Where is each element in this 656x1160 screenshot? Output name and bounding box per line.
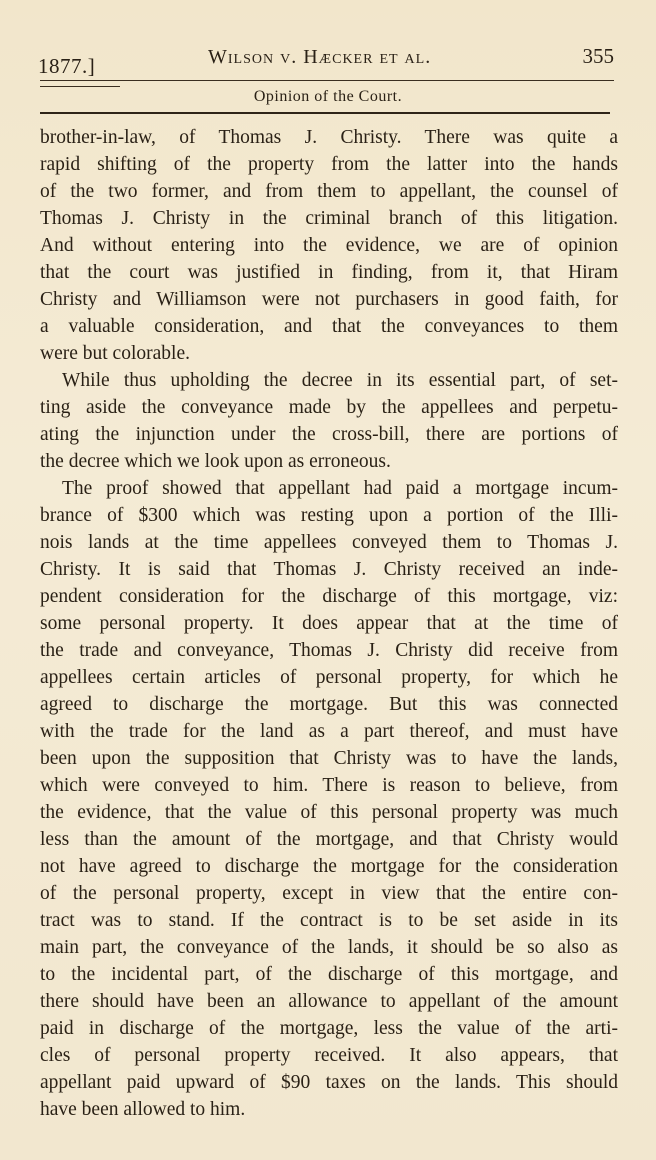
text-line: rapid shifting of the property from the latter into the hands xyxy=(40,154,618,175)
text-line: pendent consideration for the discharge of this mortgage, viz: xyxy=(40,586,618,607)
text-line: main part, the conveyance of the lands, it should be so also as xyxy=(40,937,618,958)
header-rule-accent xyxy=(40,86,120,87)
text-line: brance of $300 which was resting upon a portion of the Illi- xyxy=(40,505,618,526)
text-line: nois lands at the time appellees conveyed them to Thomas J. xyxy=(40,532,618,553)
text-line: The proof showed that appellant had paid a mortgage incum- xyxy=(62,478,618,499)
text-line: appellant paid upward of $90 taxes on the lands. This should xyxy=(40,1072,618,1093)
text-line: have been allowed to him. xyxy=(40,1099,246,1120)
paragraph xyxy=(40,367,618,475)
text-line: not have agreed to discharge the mortgage for the consideration xyxy=(40,856,618,877)
text-line: Christy and Williamson were not purchasers in good faith, for xyxy=(40,289,618,310)
section-rule xyxy=(40,112,610,114)
text-line: that the court was justified in finding, from it, that Hiram xyxy=(40,262,618,283)
text-line: a valuable consideration, and that the conveyances to them xyxy=(40,316,618,337)
text-line: some personal property. It does appear that at the time of xyxy=(40,613,618,634)
case-title: Wilson v. Hæcker et al. xyxy=(208,46,432,68)
text-line: Thomas J. Christy in the criminal branch of this litigation. xyxy=(40,208,618,229)
text-line: of the two former, and from them to appellant, the counsel of xyxy=(40,181,618,202)
text-line: the trade and conveyance, Thomas J. Christy did receive from xyxy=(40,640,618,661)
text-line: ting aside the conveyance made by the appellees and perpetu- xyxy=(40,397,618,418)
paragraph xyxy=(40,124,618,367)
text-line: with the trade for the land as a part thereof, and must have xyxy=(40,721,618,742)
text-line: cles of personal property received. It also appears, that xyxy=(40,1045,618,1066)
text-line: been upon the supposition that Christy was to have the lands, xyxy=(40,748,618,769)
running-head xyxy=(38,42,616,78)
text-line: paid in discharge of the mortgage, less the value of the arti- xyxy=(40,1018,618,1039)
text-line: of the personal property, except in view that the entire con- xyxy=(40,883,618,904)
text-line: tract was to stand. If the contract is to be set aside in its xyxy=(40,910,618,931)
text-line: the decree which we look upon as erroneous. xyxy=(40,451,391,472)
header-rule xyxy=(40,80,614,81)
text-line: While thus upholding the decree in its essential part, of set- xyxy=(62,370,618,391)
text-line: were but colorable. xyxy=(40,343,190,364)
text-line: appellees certain articles of personal property, for which he xyxy=(40,667,618,688)
text-line: agreed to discharge the mortgage. But this was connected xyxy=(40,694,618,715)
text-line: the evidence, that the value of this personal property was much xyxy=(40,802,618,823)
text-line: there should have been an allowance to appellant of the amount xyxy=(40,991,618,1012)
text-line: Christy. It is said that Thomas J. Christy received an inde- xyxy=(40,559,618,580)
text-line: to the incidental part, of the discharge of this mortgage, and xyxy=(40,964,618,985)
text-line: ating the injunction under the cross-bill, there are portions of xyxy=(40,424,618,445)
text-line: And without entering into the evidence, we are of opinion xyxy=(40,235,618,256)
text-line: which were conveyed to him. There is reason to believe, from xyxy=(40,775,618,796)
section-label: Opinion of the Court. xyxy=(253,88,403,105)
page-number: 355 xyxy=(582,44,614,68)
text-line: less than the amount of the mortgage, and that Christy would xyxy=(40,829,618,850)
paragraph xyxy=(40,475,618,1123)
text-line: brother-in-law, of Thomas J. Christy. There was quite a xyxy=(40,127,618,148)
header-year: 1877.] xyxy=(38,54,96,78)
opinion-text xyxy=(40,124,618,1123)
